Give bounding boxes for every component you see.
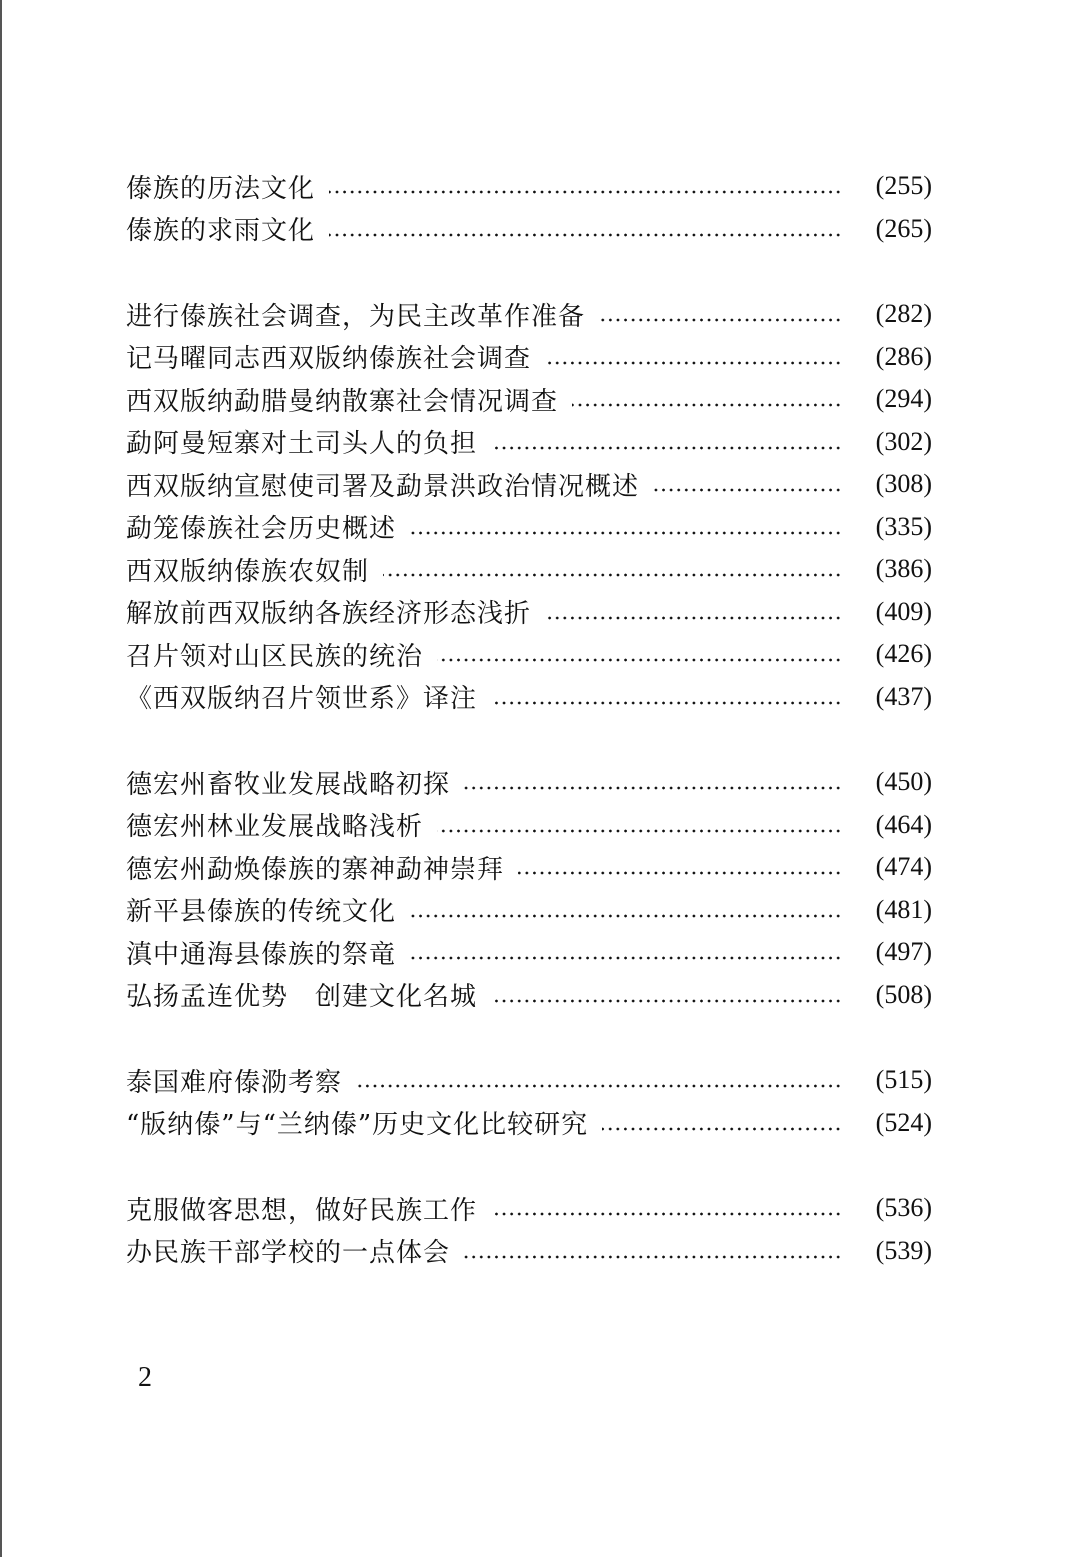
dot-leader (545, 361, 842, 365)
entry-page: (426) (875, 639, 932, 669)
dot-leader (572, 403, 842, 407)
dot-leader (437, 829, 842, 833)
toc-entry[interactable] (126, 591, 932, 634)
toc-entry[interactable] (126, 506, 932, 549)
dot-leader (491, 701, 842, 705)
toc-entry[interactable] (126, 804, 932, 847)
entry-page: (265) (875, 213, 932, 243)
entry-page: (282) (875, 299, 932, 329)
toc-entry[interactable] (126, 378, 932, 421)
toc-entry[interactable] (126, 1187, 932, 1230)
entry-title: 傣族的求雨文化 (126, 216, 316, 247)
entry-title: 记马曜同志西双版纳傣族社会调查 (126, 344, 532, 375)
entry-title: 滇中通海县傣族的祭竜 (126, 939, 397, 970)
toc-entry[interactable] (126, 548, 932, 591)
entry-page: (524) (875, 1107, 932, 1137)
dot-leader (437, 658, 842, 662)
toc-entry[interactable] (126, 208, 932, 251)
scan-edge (0, 0, 2, 1557)
toc-entry[interactable] (126, 463, 932, 506)
toc-section (126, 1059, 932, 1144)
entry-page: (294) (875, 384, 932, 414)
toc-entry[interactable] (126, 974, 932, 1017)
entry-title: 克服做客思想，做好民族工作 (126, 1195, 478, 1226)
entry-title: 德宏州畜牧业发展战略初探 (126, 769, 451, 800)
toc-section (126, 761, 932, 1016)
entry-title: 《西双版纳召片领世系》译注 (126, 684, 478, 715)
toc-entry[interactable] (126, 1230, 932, 1273)
entry-page: (255) (875, 171, 932, 201)
toc-entry[interactable] (126, 846, 932, 889)
toc-entry[interactable] (126, 336, 932, 379)
toc-entry[interactable] (126, 421, 932, 464)
toc-section (126, 1187, 932, 1272)
entry-page: (539) (875, 1235, 932, 1265)
toc-entry[interactable] (126, 165, 932, 208)
entry-page: (386) (875, 554, 932, 584)
dot-leader (410, 914, 842, 918)
entry-page: (437) (875, 681, 932, 711)
toc-entry[interactable] (126, 633, 932, 676)
entry-title: 解放前西双版纳各族经济形态浅折 (126, 599, 532, 630)
toc-entry[interactable] (126, 761, 932, 804)
entry-title: 德宏州林业发展战略浅析 (126, 812, 424, 843)
dot-leader (653, 488, 842, 492)
toc-entry[interactable] (126, 293, 932, 336)
dot-leader (545, 616, 842, 620)
dot-leader (410, 956, 842, 960)
entry-page: (450) (875, 767, 932, 797)
dot-leader (383, 573, 842, 577)
entry-title: 进行傣族社会调查，为民主改革作准备 (126, 301, 586, 332)
entry-page: (286) (875, 341, 932, 371)
entry-page: (409) (875, 596, 932, 626)
entry-title: 西双版纳傣族农奴制 (126, 556, 370, 587)
dot-leader (356, 1084, 842, 1088)
dot-leader (491, 1212, 842, 1216)
toc-entry[interactable] (126, 676, 932, 719)
toc-entry[interactable] (126, 889, 932, 932)
dot-leader (518, 871, 842, 875)
toc-entry[interactable] (126, 1059, 932, 1102)
dot-leader (602, 1127, 842, 1131)
entry-title: 新平县傣族的传统文化 (126, 897, 397, 928)
toc-section (126, 165, 932, 250)
entry-title: 西双版纳勐腊曼纳散寨社会情况调查 (126, 386, 559, 417)
entry-page: (474) (875, 852, 932, 882)
entry-page: (515) (875, 1065, 932, 1095)
entry-title: “版纳傣”与“兰纳傣”历史文化比较研究 (126, 1110, 589, 1141)
dot-leader (491, 999, 842, 1003)
entry-page: (536) (875, 1193, 932, 1223)
table-of-contents (126, 165, 932, 1272)
entry-title: 勐阿曼短寨对土司头人的负担 (126, 429, 478, 460)
dot-leader (464, 1255, 842, 1259)
entry-title: 弘扬孟连优势 创建文化名城 (126, 982, 478, 1013)
dot-leader (599, 318, 842, 322)
entry-page: (302) (875, 426, 932, 456)
entry-page: (481) (875, 894, 932, 924)
entry-page: (308) (875, 469, 932, 499)
entry-title: 西双版纳宣慰使司署及勐景洪政治情况概述 (126, 471, 640, 502)
entry-title: 傣族的历法文化 (126, 173, 316, 204)
toc-entry[interactable] (126, 1102, 932, 1145)
entry-page: (497) (875, 937, 932, 967)
dot-leader (491, 446, 842, 450)
toc-section (126, 293, 932, 718)
entry-title: 办民族干部学校的一点体会 (126, 1238, 451, 1269)
entry-title: 勐笼傣族社会历史概述 (126, 514, 397, 545)
entry-title: 召片领对山区民族的统治 (126, 641, 424, 672)
entry-title: 泰国难府傣泐考察 (126, 1067, 343, 1098)
dot-leader (410, 531, 842, 535)
dot-leader (329, 190, 842, 194)
dot-leader (464, 786, 842, 790)
entry-page: (464) (875, 809, 932, 839)
dot-leader (329, 233, 842, 237)
entry-title: 德宏州勐焕傣族的寨神勐神崇拜 (126, 854, 505, 885)
entry-page: (335) (875, 511, 932, 541)
page-number: 2 (138, 1362, 152, 1393)
entry-page: (508) (875, 979, 932, 1009)
toc-entry[interactable] (126, 931, 932, 974)
